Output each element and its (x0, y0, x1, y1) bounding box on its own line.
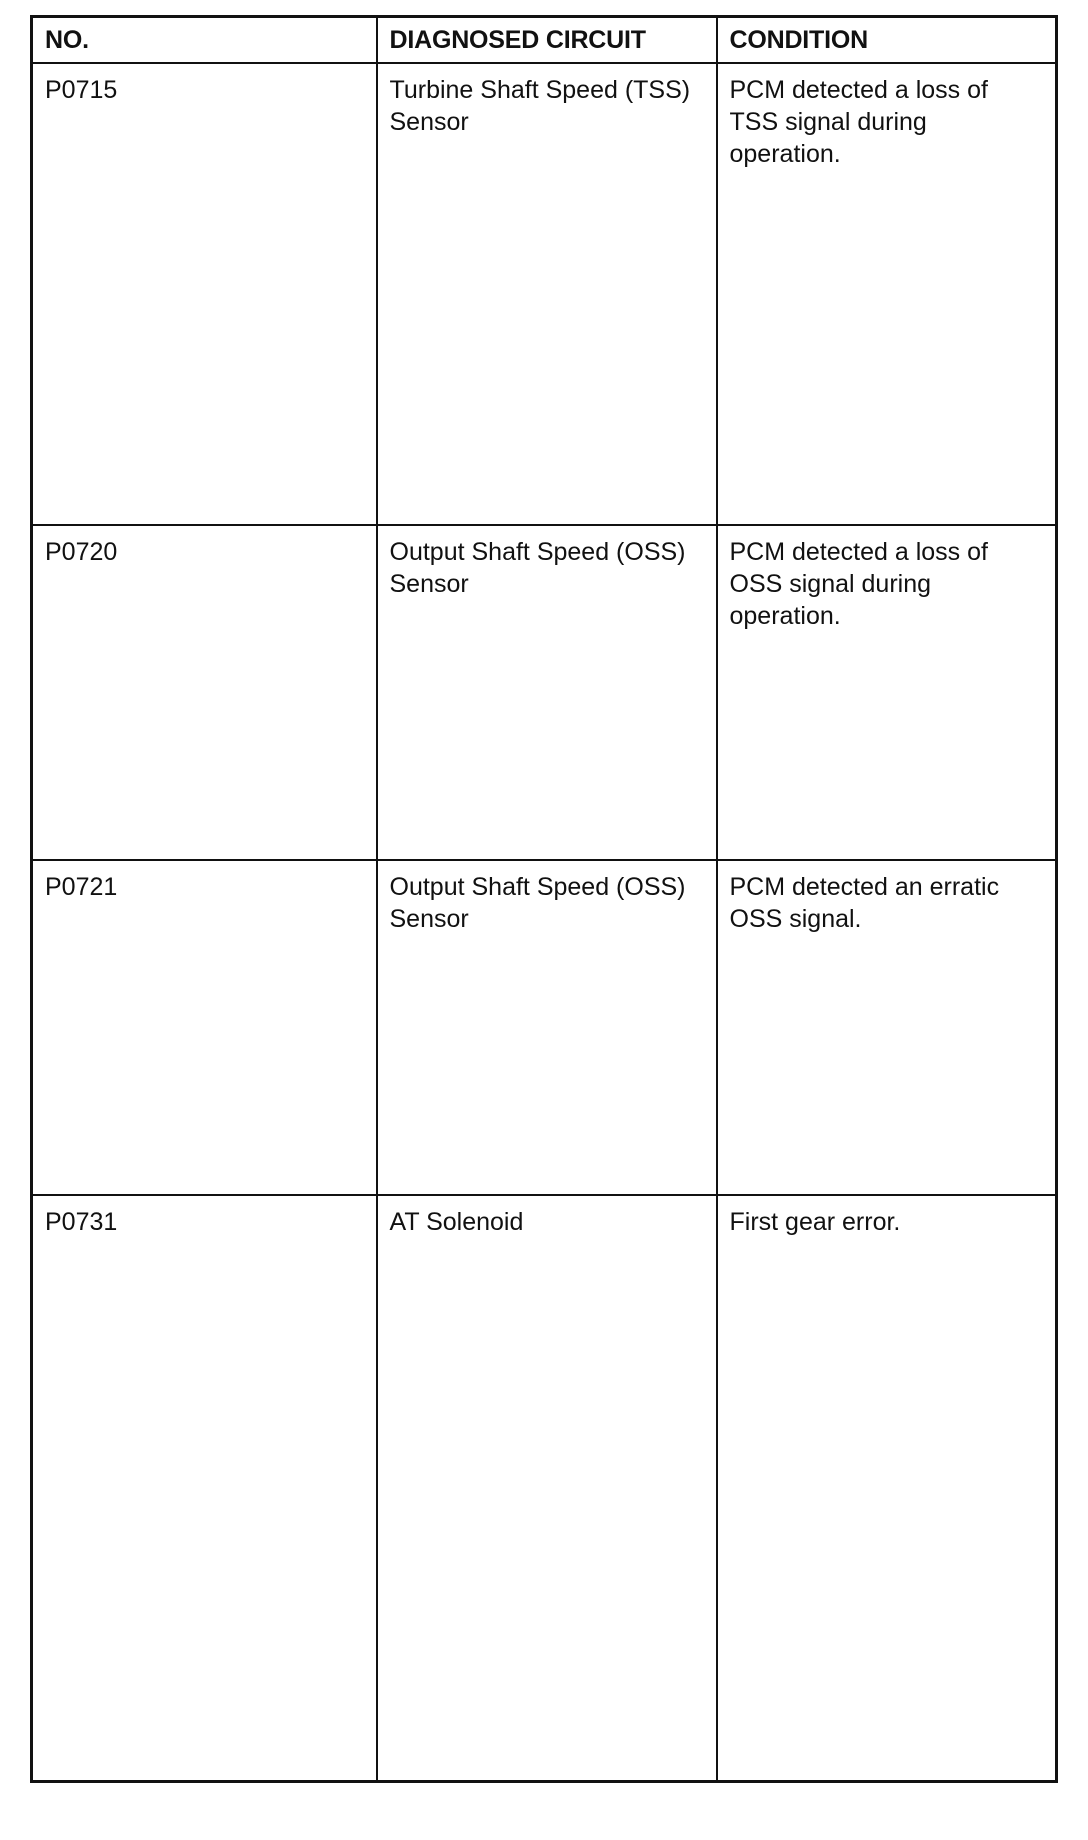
diagnosed-circuit (377, 1195, 717, 1782)
table-row (32, 63, 1057, 525)
condition-text: PCM detected a loss of TSS signal during operation. (729, 76, 988, 168)
dtc-code-text: P0721 (45, 873, 118, 901)
diagnosed-circuit (377, 525, 717, 860)
condition (717, 63, 1057, 525)
header-diagnosed-circuit: DIAGNOSED CIRCUIT (377, 17, 717, 64)
dtc-code (32, 63, 377, 525)
diagnosed-circuit-text: Output Shaft Speed (OSS) Sensor (389, 538, 686, 599)
dtc-code-text: P0731 (45, 1207, 118, 1236)
header-no: NO. (32, 17, 377, 64)
header-condition: CONDITION (717, 17, 1057, 64)
condition-text: First gear error. (729, 1207, 901, 1236)
dtc-code (32, 1195, 377, 1782)
header-row (32, 17, 1057, 64)
dtc-code (32, 525, 377, 860)
condition (717, 525, 1057, 860)
table-row (32, 1195, 1057, 1782)
condition-text: PCM detected a loss of OSS signal during operation. (729, 538, 988, 631)
table-row (32, 525, 1057, 860)
condition (717, 1195, 1057, 1782)
condition (717, 860, 1057, 1195)
dtc-table (30, 15, 1058, 1783)
diagnosed-circuit-text: AT Solenoid (389, 1207, 524, 1236)
diagnosed-circuit-text: Output Shaft Speed (OSS) Sensor (389, 873, 686, 933)
dtc-code-text: P0715 (45, 76, 118, 104)
diagnosed-circuit-text: Turbine Shaft Speed (TSS) Sensor (389, 76, 691, 136)
condition-text: PCM detected an erratic OSS signal. (729, 873, 1000, 933)
diagnosed-circuit (377, 63, 717, 525)
table-row (32, 860, 1057, 1195)
dtc-code-text: P0720 (45, 538, 118, 567)
dtc-code (32, 860, 377, 1195)
table-header (32, 17, 1057, 64)
diagnosed-circuit (377, 860, 717, 1195)
table-body (32, 63, 1057, 1782)
